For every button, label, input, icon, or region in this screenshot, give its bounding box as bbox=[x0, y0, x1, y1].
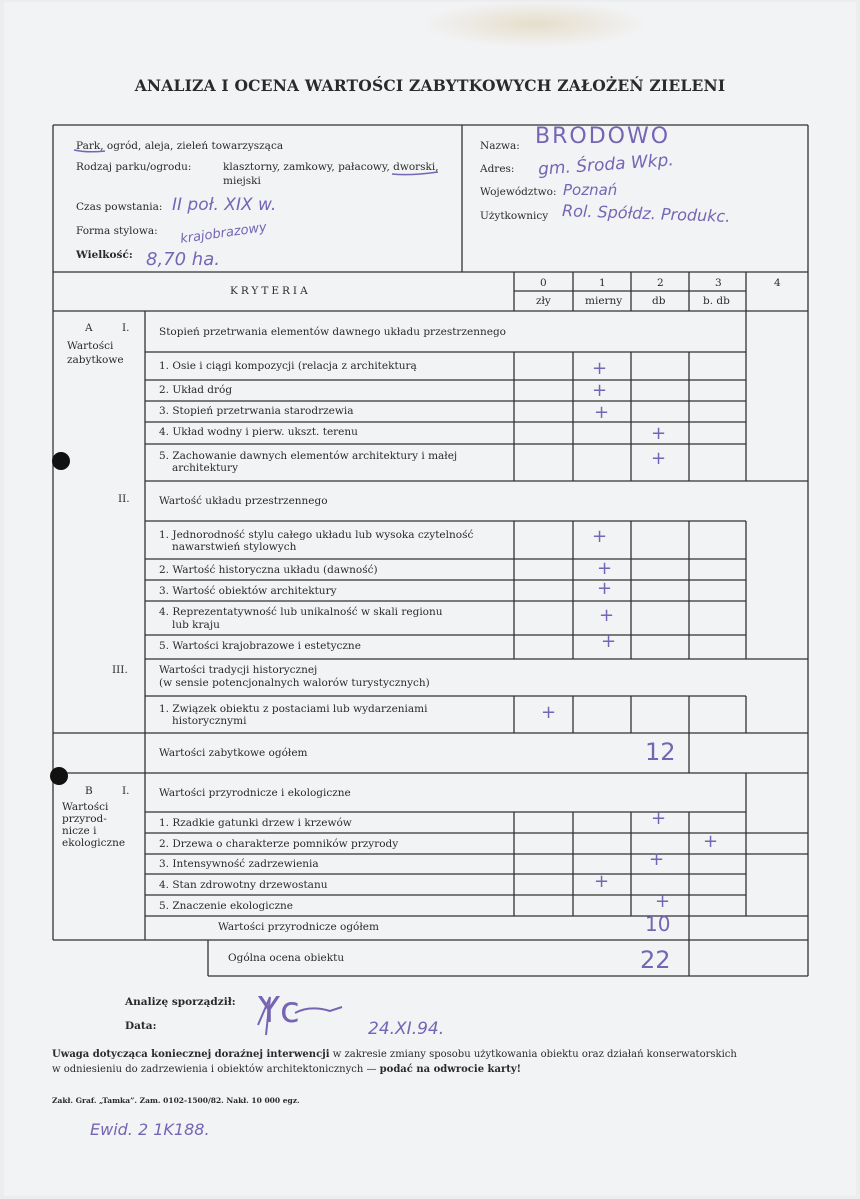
col-4-num: 4 bbox=[774, 277, 781, 289]
mark-b-row3: + bbox=[649, 849, 665, 870]
a1-row-5-cont: architektury bbox=[172, 462, 239, 474]
mark-a2-row3: + bbox=[597, 578, 613, 599]
col-1-label: mierny bbox=[585, 295, 623, 307]
overall-value: 22 bbox=[640, 946, 671, 974]
mark-a1-row5: + bbox=[651, 448, 667, 469]
section-a-roman: I. bbox=[122, 322, 130, 334]
section-b-letter: B bbox=[85, 785, 93, 797]
address-label: Adres: bbox=[480, 163, 515, 175]
a1-row-5: 5. Zachowanie dawnych elementów architektury i małej bbox=[159, 450, 458, 462]
park-type-line: Park, ogród, aleja, zieleń towarzysząca bbox=[76, 140, 284, 152]
note-line-1 bbox=[52, 1049, 737, 1061]
col-0-label: zły bbox=[536, 295, 551, 307]
punch-hole-bottom bbox=[50, 767, 68, 785]
section-a-letter: A bbox=[85, 322, 93, 334]
a3-roman: III. bbox=[112, 664, 128, 676]
a3-row-1: 1. Związek obiektu z postaciami lub wydarzeniami bbox=[159, 703, 428, 715]
handwritten-users: Rol. Spółdz. Produkc. bbox=[561, 201, 731, 226]
park-kind-options-2: miejski bbox=[223, 175, 261, 187]
mark-a1-row2: + bbox=[592, 380, 608, 401]
size-label: Wielkość: bbox=[76, 249, 133, 261]
mark-a2-row4: + bbox=[599, 605, 615, 626]
mark-a1-row3: + bbox=[594, 402, 610, 423]
mark-a2-row2: + bbox=[597, 558, 613, 579]
handwritten-date: 24.XI.94. bbox=[368, 1019, 445, 1039]
mark-b-row2: + bbox=[703, 831, 719, 852]
created-label: Czas powstania: bbox=[76, 201, 163, 213]
mark-b-row5: + bbox=[655, 891, 671, 912]
b-total-label: Wartości przyrodnicze ogółem bbox=[218, 921, 379, 933]
users-label: Użytkownicy bbox=[480, 210, 549, 222]
a3-title-1: Wartości tradycji historycznej bbox=[159, 664, 318, 676]
section-b-roman: I. bbox=[122, 785, 130, 797]
a1-row-4: 4. Układ wodny i pierw. ukszt. terenu bbox=[159, 426, 358, 438]
section-a-name-2: zabytkowe bbox=[67, 354, 124, 366]
signature-stroke bbox=[250, 985, 370, 1045]
note-bold-1: Uwaga dotycząca koniecznej doraźnej interwencji bbox=[52, 1049, 330, 1060]
voivodeship-label: Województwo: bbox=[480, 186, 557, 198]
b-row-5: 5. Znaczenie ekologiczne bbox=[159, 900, 294, 912]
criteria-heading: KRYTERIA bbox=[230, 285, 311, 297]
b-row-1: 1. Rzadkie gatunki drzew i krzewów bbox=[159, 817, 352, 829]
section-a-name-1: Wartości bbox=[67, 340, 114, 352]
mark-a1-row1: + bbox=[592, 358, 608, 379]
handwritten-size: 8,70 ha. bbox=[146, 249, 220, 270]
note-text-1: w zakresie zmiany sposobu użytkowania obiektu oraz działań konserwatorskich bbox=[332, 1049, 737, 1060]
a2-roman: II. bbox=[118, 493, 130, 505]
b-title: Wartości przyrodnicze i ekologiczne bbox=[159, 787, 351, 799]
mark-a1-row4: + bbox=[651, 423, 667, 444]
handwritten-created: II poł. XIX w. bbox=[172, 195, 277, 215]
a2-row-4-cont: lub kraju bbox=[172, 619, 220, 631]
col-2-num: 2 bbox=[657, 277, 664, 289]
a2-title: Wartość układu przestrzennego bbox=[159, 495, 328, 507]
total-historic-value: 12 bbox=[645, 738, 676, 766]
prepared-by-label: Analizę sporządził: bbox=[125, 996, 236, 1008]
punch-hole-top bbox=[52, 452, 70, 470]
col-2-label: db bbox=[652, 295, 666, 307]
park-kind-options: klasztorny, zamkowy, pałacowy, dworski, bbox=[223, 161, 439, 173]
a-total-label: Wartości zabytkowe ogółem bbox=[159, 747, 308, 759]
mark-a2-row1: + bbox=[592, 526, 608, 547]
a2-row-1: 1. Jednorodność stylu całego układu lub wysoka czytelność bbox=[159, 529, 474, 541]
a1-row-1: 1. Osie i ciągi kompozycji (relacja z architekturą bbox=[159, 360, 417, 372]
a2-row-2: 2. Wartość historyczna układu (dawność) bbox=[159, 564, 378, 576]
signature: Yc bbox=[258, 990, 300, 1031]
mark-b-row1: + bbox=[651, 808, 667, 829]
handwritten-voivodeship: Poznań bbox=[563, 181, 618, 199]
handwritten-name: BRODOWO bbox=[535, 124, 671, 149]
overall-label: Ogólna ocena obiektu bbox=[228, 952, 345, 964]
date-label: Data: bbox=[125, 1020, 157, 1032]
total-natural-value: 10 bbox=[645, 912, 671, 936]
a3-title-2: (w sensie potencjonalnych walorów turystycznych) bbox=[159, 677, 430, 689]
style-label: Forma stylowa: bbox=[76, 225, 158, 237]
a1-row-3: 3. Stopień przetrwania starodrzewia bbox=[159, 405, 354, 417]
col-3-label: b. db bbox=[703, 295, 730, 307]
a2-row-5: 5. Wartości krajobrazowe i estetyczne bbox=[159, 640, 361, 652]
note-text-2: w odniesieniu do zadrzewienia i obiektów architektonicznych — bbox=[52, 1064, 377, 1075]
b-row-3: 3. Intensywność zadrzewienia bbox=[159, 858, 319, 870]
handwritten-style: krajobrazowy bbox=[179, 220, 268, 247]
park-kind-label: Rodzaj parku/ogrodu: bbox=[76, 161, 192, 173]
col-0-num: 0 bbox=[540, 277, 547, 289]
a1-row-2: 2. Układ dróg bbox=[159, 384, 233, 396]
b-row-4: 4. Stan zdrowotny drzewostanu bbox=[159, 879, 328, 891]
section-b-name-3: nicze i bbox=[62, 825, 97, 837]
header-underlines bbox=[0, 0, 860, 300]
mark-a2-row5: + bbox=[601, 631, 617, 652]
handwritten-footnote: Ewid. 2 1K188. bbox=[90, 1120, 210, 1139]
col-3-num: 3 bbox=[715, 277, 722, 289]
mark-b-row4: + bbox=[594, 871, 610, 892]
a1-title: Stopień przetrwania elementów dawnego układu przestrzennego bbox=[159, 326, 506, 338]
print-info: Zakł. Graf. „Tamka”. Zam. 0102-1500/82. Nakł. 10 000 egz. bbox=[52, 1096, 300, 1105]
col-1-num: 1 bbox=[599, 277, 606, 289]
section-b-name-1: Wartości bbox=[62, 801, 109, 813]
section-b-name-4: ekologiczne bbox=[62, 837, 126, 849]
form-title: ANALIZA I OCENA WARTOŚCI ZABYTKOWYCH ZAŁOŻEŃ ZIELENI bbox=[134, 76, 726, 95]
a2-row-1-cont: nawarstwień stylowych bbox=[172, 541, 297, 553]
note-bold-2: podać na odwrocie karty! bbox=[379, 1064, 522, 1075]
note-line-2 bbox=[52, 1064, 521, 1076]
name-label: Nazwa: bbox=[480, 140, 520, 152]
a2-row-3: 3. Wartość obiektów architektury bbox=[159, 585, 337, 597]
b-row-2: 2. Drzewa o charakterze pomników przyrody bbox=[159, 838, 399, 850]
handwritten-address: gm. Środa Wkp. bbox=[537, 150, 675, 180]
mark-a3-row1: + bbox=[541, 702, 557, 723]
a2-row-4: 4. Reprezentatywność lub unikalność w skali regionu bbox=[159, 606, 443, 618]
section-b-name-2: przyrod- bbox=[62, 813, 107, 825]
a3-row-1-cont: historycznymi bbox=[172, 715, 247, 727]
